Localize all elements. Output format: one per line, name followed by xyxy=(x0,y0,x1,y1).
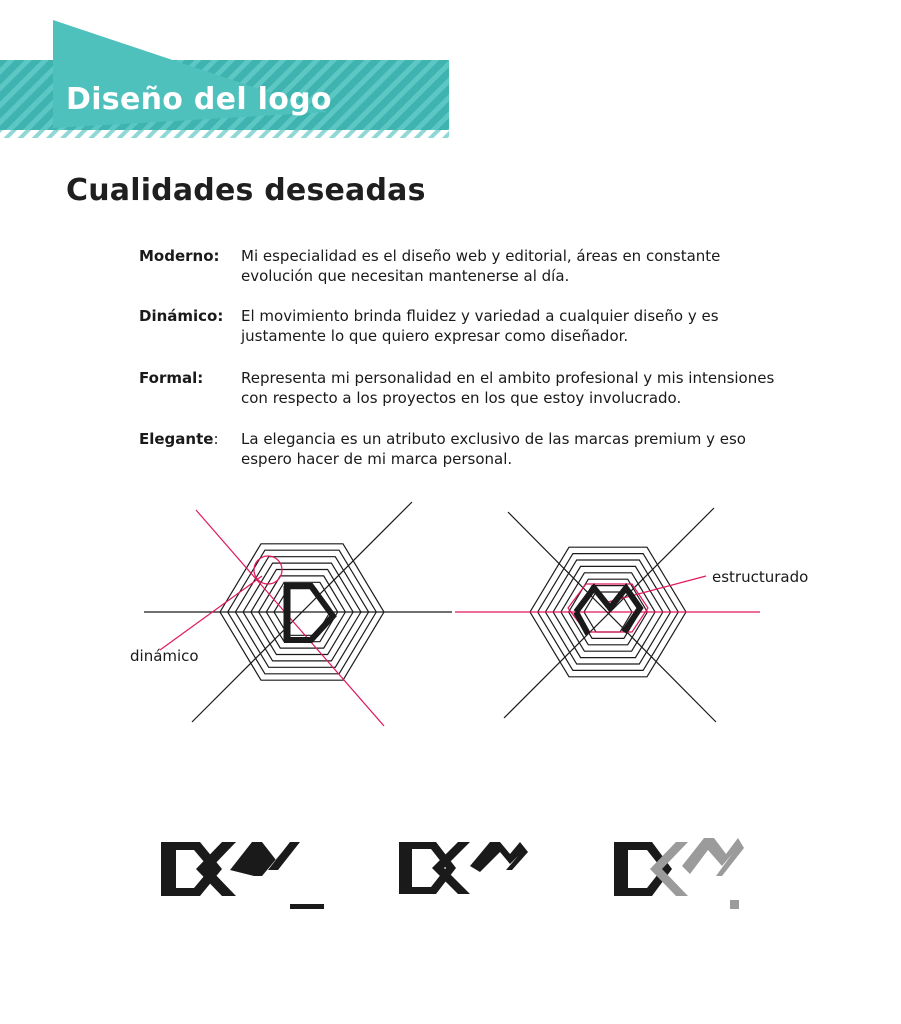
logo3-dot xyxy=(730,900,739,909)
pink-pointer-line xyxy=(160,576,262,650)
logo-variant-1 xyxy=(161,842,324,909)
term-text: Elegante xyxy=(139,430,214,448)
diagram-canvas xyxy=(0,490,901,740)
logo-variant-3 xyxy=(614,838,744,909)
quality-term xyxy=(139,429,219,449)
quality-description: Representa mi personalidad en el ambito profesional y mis intensiones con respecto a los proyectos en los que estoy involucrado. xyxy=(241,369,775,407)
diagonal-axis-b xyxy=(508,512,716,722)
logo2-d-stem xyxy=(399,842,412,894)
logo3-d-stem xyxy=(614,842,628,896)
logo-variations xyxy=(0,830,901,930)
quality-description: La elegancia es un atributo exclusivo de las marcas premium y eso espero hacer de mi marca personal. xyxy=(241,430,746,468)
logo1-m xyxy=(230,842,300,876)
logo-row xyxy=(0,830,901,930)
banner-graphic xyxy=(0,0,901,140)
page-title: Diseño del logo xyxy=(66,82,332,117)
logo3-m xyxy=(682,838,744,876)
quality-term xyxy=(139,368,203,388)
quality-description: Mi especialidad es el diseño web y editorial, áreas en constante evolución que necesitan mantenerse al día. xyxy=(241,247,721,285)
label-dinamico: dinámico xyxy=(130,647,199,665)
striped-underline xyxy=(0,130,449,138)
logo-variant-2 xyxy=(399,842,528,894)
term-text: Moderno xyxy=(139,247,214,265)
term-text: Formal xyxy=(139,369,198,387)
right-diagram xyxy=(455,508,760,722)
term-colon: : xyxy=(217,307,224,325)
term-colon: : xyxy=(197,369,204,387)
label-estructurado: estructurado xyxy=(712,568,809,586)
section-title: Cualidades deseadas xyxy=(66,173,426,208)
left-diagram xyxy=(144,502,452,726)
term-colon: : xyxy=(213,247,220,265)
quality-description: El movimiento brinda fluidez y variedad a cualquier diseño y es justamente lo que quiero expresar como diseñador. xyxy=(241,307,719,345)
logo1-d-stem xyxy=(161,842,176,896)
construction-diagrams xyxy=(0,490,901,740)
term-text: Dinámico xyxy=(139,307,218,325)
quality-term xyxy=(139,246,220,266)
term-colon: : xyxy=(213,430,219,448)
logo2-m xyxy=(470,842,528,872)
logo1-underscore xyxy=(290,904,324,909)
header-banner xyxy=(0,0,901,140)
quality-term xyxy=(139,306,223,326)
